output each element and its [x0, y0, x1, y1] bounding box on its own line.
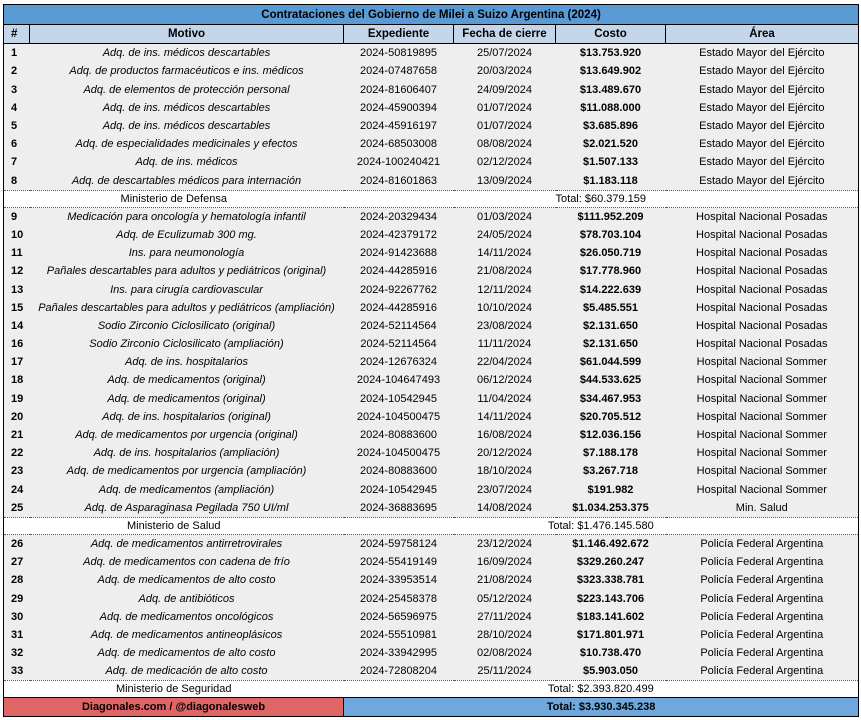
- row-area: Policía Federal Argentina: [666, 626, 859, 644]
- row-expediente: 2024-81601863: [344, 172, 454, 191]
- row-motivo: Pañales descartables para adultos y pediátricos (original): [30, 262, 344, 280]
- row-fecha: 23/12/2024: [454, 535, 556, 553]
- row-motivo: Adq. de ins. hospitalarios (original): [30, 408, 344, 426]
- row-costo: $2.131.650: [556, 317, 666, 335]
- table-row: [4, 644, 859, 662]
- row-motivo: Sodio Zirconio Ciclosilicato (ampliación): [30, 335, 344, 353]
- row-fecha: 14/08/2024: [454, 499, 556, 518]
- row-area: Hospital Nacional Sommer: [666, 481, 859, 499]
- row-costo: $10.738.470: [556, 644, 666, 662]
- footer-row: [4, 698, 859, 717]
- row-expediente: 2024-56596975: [344, 608, 454, 626]
- table-row: [4, 662, 859, 681]
- row-costo: $5.485.551: [556, 299, 666, 317]
- row-motivo: Adq. de medicamentos oncológicos: [30, 608, 344, 626]
- row-motivo: Sodio Zirconio Ciclosilicato (original): [30, 317, 344, 335]
- row-num: 6: [4, 135, 30, 153]
- table-row: [4, 99, 859, 117]
- row-expediente: 2024-100240421: [344, 153, 454, 171]
- row-motivo: Adq. de especialidades medicinales y efectos: [30, 135, 344, 153]
- row-motivo: Adq. de ins. hospitalarios: [30, 353, 344, 371]
- row-num: 22: [4, 444, 30, 462]
- row-area: Hospital Nacional Sommer: [666, 371, 859, 389]
- row-motivo: Ins. para neumonología: [30, 244, 344, 262]
- row-fecha: 16/08/2024: [454, 426, 556, 444]
- row-fecha: 20/12/2024: [454, 444, 556, 462]
- row-expediente: 2024-59758124: [344, 535, 454, 553]
- row-area: Estado Mayor del Ejército: [666, 99, 859, 117]
- row-motivo: Medicación para oncología y hematología infantil: [30, 208, 344, 226]
- row-costo: $2.021.520: [556, 135, 666, 153]
- row-area: Estado Mayor del Ejército: [666, 172, 859, 191]
- row-costo: $17.778.960: [556, 262, 666, 280]
- row-num: 12: [4, 262, 30, 280]
- contracts-table: [3, 4, 859, 717]
- row-num: 3: [4, 81, 30, 99]
- row-fecha: 13/09/2024: [454, 172, 556, 191]
- table-row: [4, 626, 859, 644]
- row-area: Estado Mayor del Ejército: [666, 153, 859, 171]
- row-motivo: Pañales descartables para adultos y pediátricos (ampliación): [30, 299, 344, 317]
- row-fecha: 12/11/2024: [454, 280, 556, 298]
- row-fecha: 25/07/2024: [454, 44, 556, 63]
- row-expediente: 2024-52114564: [344, 335, 454, 353]
- row-motivo: Adq. de medicamentos antineoplásicos: [30, 626, 344, 644]
- row-num: 1: [4, 44, 30, 63]
- table-row: [4, 462, 859, 480]
- table-row: [4, 262, 859, 280]
- row-num: 26: [4, 535, 30, 553]
- table-row: [4, 317, 859, 335]
- row-expediente: 2024-55419149: [344, 553, 454, 571]
- row-num: 23: [4, 462, 30, 480]
- row-fecha: 24/09/2024: [454, 81, 556, 99]
- row-costo: $2.131.650: [556, 335, 666, 353]
- row-num: 8: [4, 172, 30, 191]
- row-expediente: 2024-10542945: [344, 481, 454, 499]
- row-fecha: 28/10/2024: [454, 626, 556, 644]
- row-motivo: Adq. de medicamentos (original): [30, 371, 344, 389]
- row-costo: $1.507.133: [556, 153, 666, 171]
- row-expediente: 2024-42379172: [344, 226, 454, 244]
- row-expediente: 2024-33953514: [344, 571, 454, 589]
- row-num: 27: [4, 553, 30, 571]
- table-row: [4, 153, 859, 171]
- row-area: Hospital Nacional Posadas: [666, 226, 859, 244]
- row-fecha: 01/07/2024: [454, 99, 556, 117]
- row-fecha: 11/11/2024: [454, 335, 556, 353]
- table-body: [4, 44, 859, 698]
- row-fecha: 27/11/2024: [454, 608, 556, 626]
- row-fecha: 05/12/2024: [454, 589, 556, 607]
- row-expediente: 2024-36883695: [344, 499, 454, 518]
- ministry-total: Total: $60.379.159: [344, 191, 859, 208]
- row-area: Hospital Nacional Posadas: [666, 299, 859, 317]
- row-num: 14: [4, 317, 30, 335]
- row-motivo: Adq. de medicamentos por urgencia (ampliación): [30, 462, 344, 480]
- row-expediente: 2024-20329434: [344, 208, 454, 226]
- row-num: 11: [4, 244, 30, 262]
- row-costo: $111.952.209: [556, 208, 666, 226]
- row-expediente: 2024-92267762: [344, 280, 454, 298]
- row-fecha: 21/08/2024: [454, 571, 556, 589]
- row-expediente: 2024-45900394: [344, 99, 454, 117]
- table-row: [4, 244, 859, 262]
- row-num: 15: [4, 299, 30, 317]
- row-costo: $1.034.253.375: [556, 499, 666, 518]
- row-area: Hospital Nacional Posadas: [666, 317, 859, 335]
- row-area: Hospital Nacional Posadas: [666, 335, 859, 353]
- row-num: 13: [4, 280, 30, 298]
- row-motivo: Adq. de medicamentos por urgencia (original): [30, 426, 344, 444]
- row-num: 5: [4, 117, 30, 135]
- subtotal-row: [4, 191, 859, 208]
- row-costo: $1.183.118: [556, 172, 666, 191]
- row-fecha: 23/08/2024: [454, 317, 556, 335]
- table-row: [4, 499, 859, 518]
- header-num: #: [4, 25, 30, 44]
- row-motivo: Ins. para cirugía cardiovascular: [30, 280, 344, 298]
- row-costo: $329.260.247: [556, 553, 666, 571]
- row-motivo: Adq. de medicamentos (original): [30, 390, 344, 408]
- table-row: [4, 135, 859, 153]
- header-costo: Costo: [556, 25, 666, 44]
- row-area: Hospital Nacional Sommer: [666, 462, 859, 480]
- row-costo: $191.982: [556, 481, 666, 499]
- grand-total: Total: $3.930.345.238: [344, 698, 859, 717]
- row-motivo: Adq. de Asparaginasa Pegilada 750 UI/ml: [30, 499, 344, 518]
- row-num: 7: [4, 153, 30, 171]
- row-costo: $223.143.706: [556, 589, 666, 607]
- row-costo: $61.044.599: [556, 353, 666, 371]
- row-costo: $34.467.953: [556, 390, 666, 408]
- row-motivo: Adq. de antibióticos: [30, 589, 344, 607]
- row-num: 2: [4, 62, 30, 80]
- row-area: Min. Salud: [666, 499, 859, 518]
- row-area: Hospital Nacional Sommer: [666, 426, 859, 444]
- row-costo: $26.050.719: [556, 244, 666, 262]
- row-motivo: Adq. de Eculizumab 300 mg.: [30, 226, 344, 244]
- row-fecha: 08/08/2024: [454, 135, 556, 153]
- table-row: [4, 481, 859, 499]
- row-num: 9: [4, 208, 30, 226]
- header-area: Área: [666, 25, 859, 44]
- subtotal-row: [4, 681, 859, 698]
- row-costo: $323.338.781: [556, 571, 666, 589]
- ministry-label: Ministerio de Defensa: [4, 191, 344, 208]
- row-motivo: Adq. de ins. médicos descartables: [30, 99, 344, 117]
- source-credit: Diagonales.com / @diagonalesweb: [4, 698, 344, 717]
- row-expediente: 2024-104500475: [344, 444, 454, 462]
- row-fecha: 02/12/2024: [454, 153, 556, 171]
- header-expediente: Expediente: [344, 25, 454, 44]
- row-area: Hospital Nacional Posadas: [666, 208, 859, 226]
- row-num: 24: [4, 481, 30, 499]
- row-expediente: 2024-07487658: [344, 62, 454, 80]
- row-motivo: Adq. de ins. médicos: [30, 153, 344, 171]
- table-row: [4, 117, 859, 135]
- table-row: [4, 444, 859, 462]
- row-num: 28: [4, 571, 30, 589]
- row-motivo: Adq. de productos farmacéuticos e ins. médicos: [30, 62, 344, 80]
- row-area: Hospital Nacional Sommer: [666, 353, 859, 371]
- table-row: [4, 280, 859, 298]
- row-costo: $3.267.718: [556, 462, 666, 480]
- row-expediente: 2024-80883600: [344, 462, 454, 480]
- row-expediente: 2024-81606407: [344, 81, 454, 99]
- row-costo: $12.036.156: [556, 426, 666, 444]
- row-costo: $5.903.050: [556, 662, 666, 681]
- row-expediente: 2024-104500475: [344, 408, 454, 426]
- row-fecha: 16/09/2024: [454, 553, 556, 571]
- table-row: [4, 208, 859, 226]
- row-area: Estado Mayor del Ejército: [666, 81, 859, 99]
- ministry-label: Ministerio de Salud: [4, 518, 344, 535]
- row-expediente: 2024-68503008: [344, 135, 454, 153]
- row-motivo: Adq. de medicamentos con cadena de frío: [30, 553, 344, 571]
- row-costo: $20.705.512: [556, 408, 666, 426]
- row-fecha: 11/04/2024: [454, 390, 556, 408]
- row-fecha: 21/08/2024: [454, 262, 556, 280]
- row-expediente: 2024-44285916: [344, 299, 454, 317]
- table-row: [4, 226, 859, 244]
- row-motivo: Adq. de medicamentos de alto costo: [30, 644, 344, 662]
- row-area: Estado Mayor del Ejército: [666, 117, 859, 135]
- row-expediente: 2024-10542945: [344, 390, 454, 408]
- row-fecha: 02/08/2024: [454, 644, 556, 662]
- row-fecha: 18/10/2024: [454, 462, 556, 480]
- row-motivo: Adq. de medicamentos antirretrovirales: [30, 535, 344, 553]
- table-row: [4, 335, 859, 353]
- row-num: 31: [4, 626, 30, 644]
- table-row: [4, 408, 859, 426]
- table-row: [4, 44, 859, 63]
- row-fecha: 01/07/2024: [454, 117, 556, 135]
- row-motivo: Adq. de descartables médicos para internación: [30, 172, 344, 191]
- header-row: [4, 25, 859, 44]
- table-row: [4, 390, 859, 408]
- row-area: Estado Mayor del Ejército: [666, 44, 859, 63]
- row-fecha: 01/03/2024: [454, 208, 556, 226]
- row-expediente: 2024-72808204: [344, 662, 454, 681]
- row-num: 20: [4, 408, 30, 426]
- row-fecha: 06/12/2024: [454, 371, 556, 389]
- table-row: [4, 426, 859, 444]
- table-row: [4, 172, 859, 191]
- row-motivo: Adq. de ins. hospitalarios (ampliación): [30, 444, 344, 462]
- row-area: Policía Federal Argentina: [666, 553, 859, 571]
- row-num: 33: [4, 662, 30, 681]
- row-area: Policía Federal Argentina: [666, 571, 859, 589]
- table-row: [4, 571, 859, 589]
- row-area: Estado Mayor del Ejército: [666, 62, 859, 80]
- row-motivo: Adq. de ins. médicos descartables: [30, 44, 344, 63]
- row-motivo: Adq. de ins. médicos descartables: [30, 117, 344, 135]
- row-num: 30: [4, 608, 30, 626]
- table-row: [4, 535, 859, 553]
- table-row: [4, 589, 859, 607]
- row-expediente: 2024-91423688: [344, 244, 454, 262]
- row-costo: $13.649.902: [556, 62, 666, 80]
- ministry-total: Total: $2.393.820.499: [344, 681, 859, 698]
- row-fecha: 14/11/2024: [454, 244, 556, 262]
- row-num: 29: [4, 589, 30, 607]
- row-expediente: 2024-45916197: [344, 117, 454, 135]
- table-row: [4, 299, 859, 317]
- row-costo: $78.703.104: [556, 226, 666, 244]
- row-num: 16: [4, 335, 30, 353]
- ministry-total: Total: $1.476.145.580: [344, 518, 859, 535]
- table-row: [4, 62, 859, 80]
- row-expediente: 2024-44285916: [344, 262, 454, 280]
- row-motivo: Adq. de medicamentos (ampliación): [30, 481, 344, 499]
- row-costo: $13.489.670: [556, 81, 666, 99]
- row-area: Hospital Nacional Sommer: [666, 444, 859, 462]
- row-costo: $3.685.896: [556, 117, 666, 135]
- row-area: Hospital Nacional Sommer: [666, 408, 859, 426]
- row-fecha: 24/05/2024: [454, 226, 556, 244]
- row-num: 4: [4, 99, 30, 117]
- row-expediente: 2024-33942995: [344, 644, 454, 662]
- row-costo: $13.753.920: [556, 44, 666, 63]
- row-num: 21: [4, 426, 30, 444]
- table-row: [4, 608, 859, 626]
- row-costo: $183.141.602: [556, 608, 666, 626]
- row-fecha: 14/11/2024: [454, 408, 556, 426]
- table-row: [4, 81, 859, 99]
- row-expediente: 2024-50819895: [344, 44, 454, 63]
- header-motivo: Motivo: [30, 25, 344, 44]
- row-area: Hospital Nacional Sommer: [666, 390, 859, 408]
- row-costo: $44.533.625: [556, 371, 666, 389]
- row-fecha: 10/10/2024: [454, 299, 556, 317]
- row-area: Hospital Nacional Posadas: [666, 262, 859, 280]
- row-fecha: 20/03/2024: [454, 62, 556, 80]
- row-costo: $11.088.000: [556, 99, 666, 117]
- row-motivo: Adq. de medicación de alto costo: [30, 662, 344, 681]
- report-container: [3, 4, 858, 717]
- row-area: Policía Federal Argentina: [666, 535, 859, 553]
- row-expediente: 2024-25458378: [344, 589, 454, 607]
- row-fecha: 25/11/2024: [454, 662, 556, 681]
- row-expediente: 2024-52114564: [344, 317, 454, 335]
- row-expediente: 2024-12676324: [344, 353, 454, 371]
- table-row: [4, 553, 859, 571]
- row-area: Policía Federal Argentina: [666, 662, 859, 681]
- subtotal-row: [4, 518, 859, 535]
- row-area: Hospital Nacional Posadas: [666, 244, 859, 262]
- table-row: [4, 353, 859, 371]
- row-num: 25: [4, 499, 30, 518]
- row-num: 10: [4, 226, 30, 244]
- row-area: Policía Federal Argentina: [666, 589, 859, 607]
- row-area: Policía Federal Argentina: [666, 608, 859, 626]
- ministry-label: Ministerio de Seguridad: [4, 681, 344, 698]
- row-expediente: 2024-55510981: [344, 626, 454, 644]
- row-costo: $1.146.492.672: [556, 535, 666, 553]
- row-num: 17: [4, 353, 30, 371]
- row-costo: $14.222.639: [556, 280, 666, 298]
- row-num: 18: [4, 371, 30, 389]
- row-area: Policía Federal Argentina: [666, 644, 859, 662]
- row-costo: $171.801.971: [556, 626, 666, 644]
- row-area: Estado Mayor del Ejército: [666, 135, 859, 153]
- row-motivo: Adq. de elementos de protección personal: [30, 81, 344, 99]
- header-fecha: Fecha de cierre: [454, 25, 556, 44]
- row-num: 32: [4, 644, 30, 662]
- table-title: Contrataciones del Gobierno de Milei a Suizo Argentina (2024): [4, 5, 859, 25]
- row-num: 19: [4, 390, 30, 408]
- row-fecha: 23/07/2024: [454, 481, 556, 499]
- row-expediente: 2024-80883600: [344, 426, 454, 444]
- row-costo: $7.188.178: [556, 444, 666, 462]
- row-motivo: Adq. de medicamentos de alto costo: [30, 571, 344, 589]
- title-row: [4, 5, 859, 25]
- row-area: Hospital Nacional Posadas: [666, 280, 859, 298]
- table-row: [4, 371, 859, 389]
- row-fecha: 22/04/2024: [454, 353, 556, 371]
- row-expediente: 2024-104647493: [344, 371, 454, 389]
